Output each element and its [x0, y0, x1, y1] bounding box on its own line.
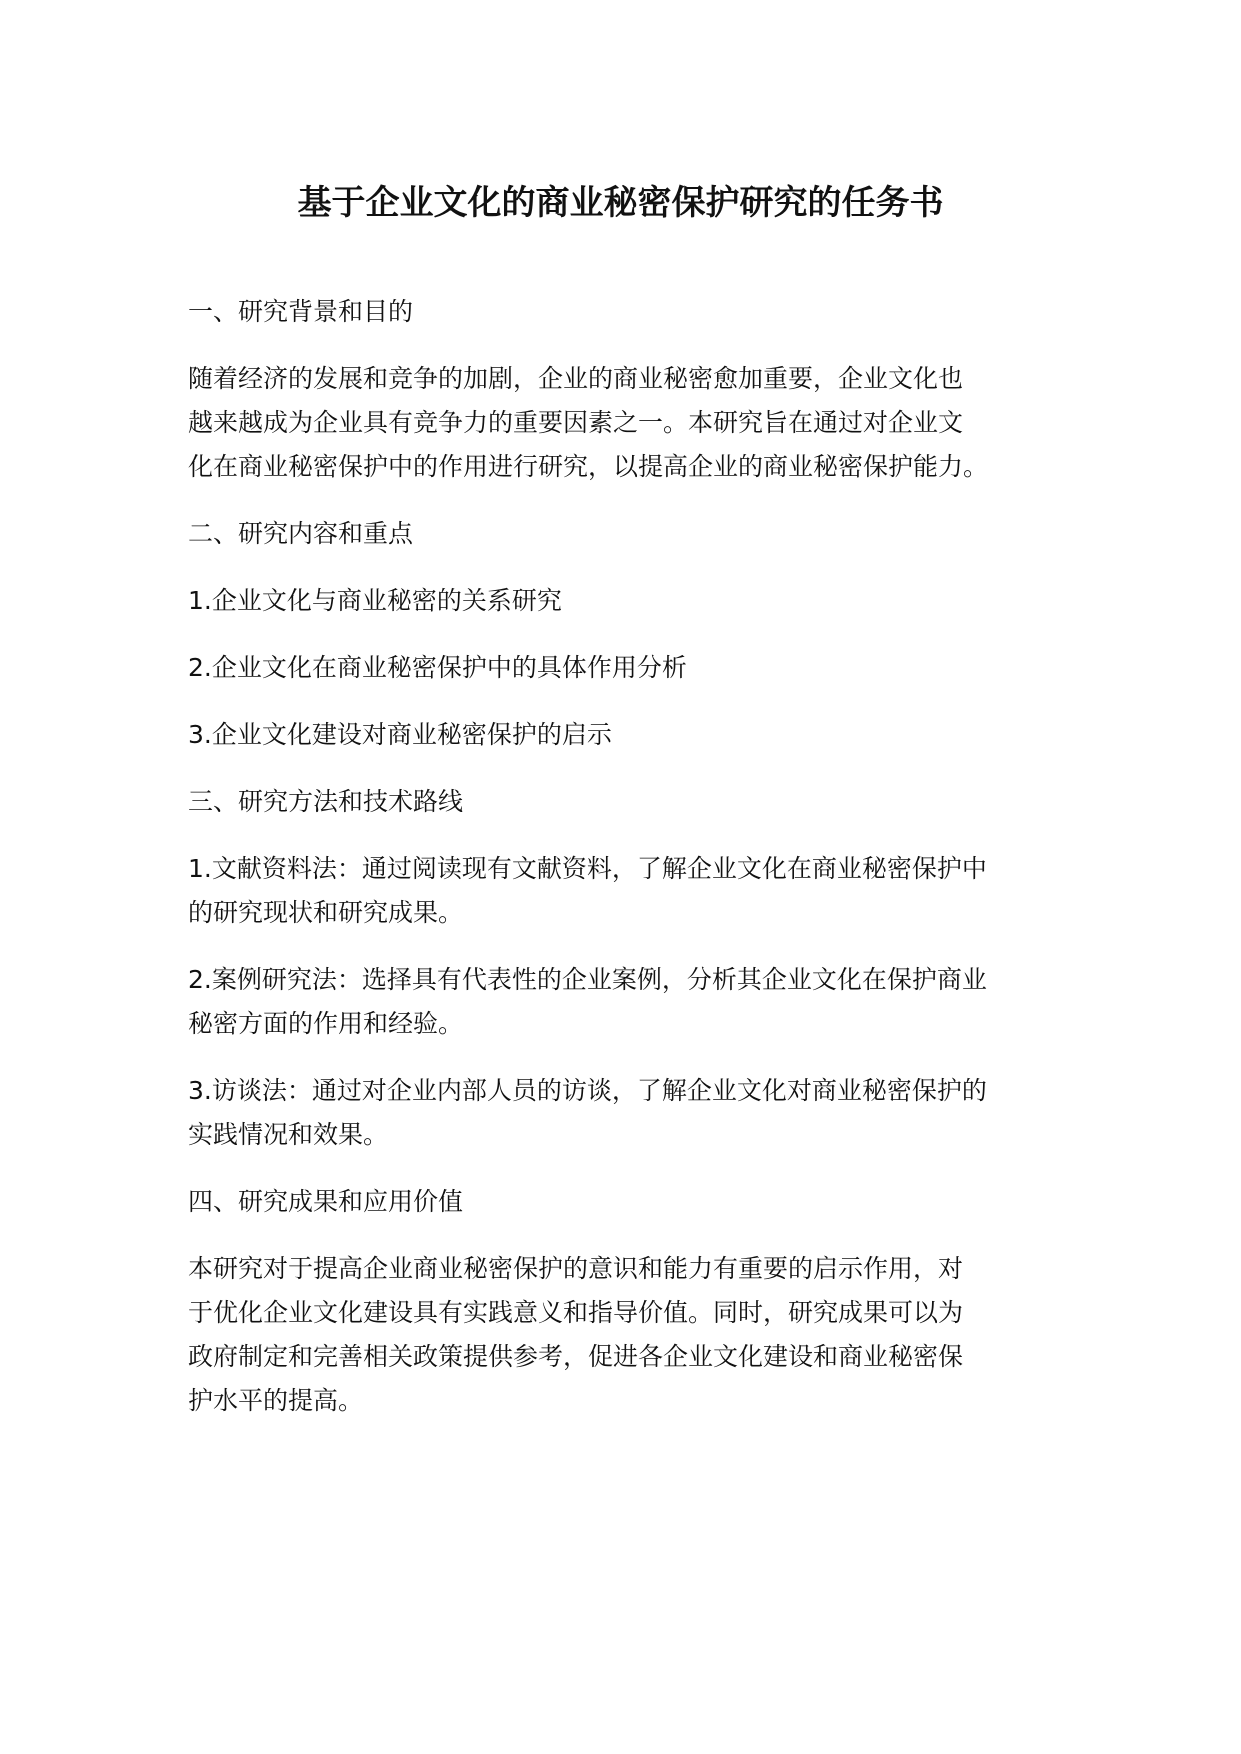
text-line: 四、研究成果和应用价值: [188, 1187, 464, 1216]
section-heading-content: [188, 512, 1088, 556]
section-heading-results: [188, 1180, 1088, 1224]
text-line: 越来越成为企业具有竞争力的重要因素之一。本研究旨在通过对企业文: [188, 408, 964, 437]
text-line: 2.案例研究法：选择具有代表性的企业案例，分析其企业文化在保护商业: [188, 965, 987, 994]
text-line: 2.企业文化在商业秘密保护中的具体作用分析: [188, 653, 687, 682]
paragraph-background: [188, 357, 1088, 489]
document-body: [188, 290, 1088, 1423]
text-line: 一、研究背景和目的: [188, 297, 414, 326]
list-item-method-2: [188, 958, 1088, 1046]
text-line: 3.访谈法：通过对企业内部人员的访谈，了解企业文化对商业秘密保护的: [188, 1076, 987, 1105]
text-line: 护水平的提高。: [188, 1386, 364, 1415]
list-item-content-2: [188, 646, 1088, 690]
text-line: 实践情况和效果。: [188, 1120, 389, 1149]
section-heading-background: [188, 290, 1088, 334]
text-line: 的研究现状和研究成果。: [188, 898, 464, 927]
text-line: 本研究对于提高企业商业秘密保护的意识和能力有重要的启示作用，对: [188, 1254, 964, 1283]
paragraph-results: [188, 1247, 1088, 1423]
document-title: 基于企业文化的商业秘密保护研究的任务书: [297, 183, 944, 223]
text-line: 1.企业文化与商业秘密的关系研究: [188, 586, 562, 615]
text-line: 秘密方面的作用和经验。: [188, 1009, 464, 1038]
text-line: 随着经济的发展和竞争的加剧，企业的商业秘密愈加重要，企业文化也: [188, 364, 964, 393]
list-item-method-1: [188, 847, 1088, 935]
list-item-method-3: [188, 1069, 1088, 1157]
text-line: 三、研究方法和技术路线: [188, 787, 464, 816]
text-line: 二、研究内容和重点: [188, 519, 414, 548]
list-item-content-3: [188, 713, 1088, 757]
section-heading-methods: [188, 780, 1088, 824]
text-line: 1.文献资料法：通过阅读现有文献资料，了解企业文化在商业秘密保护中: [188, 854, 987, 883]
text-line: 3.企业文化建设对商业秘密保护的启示: [188, 720, 612, 749]
text-line: 政府制定和完善相关政策提供参考，促进各企业文化建设和商业秘密保: [188, 1342, 964, 1371]
text-line: 于优化企业文化建设具有实践意义和指导价值。同时，研究成果可以为: [188, 1298, 964, 1327]
text-line: 化在商业秘密保护中的作用进行研究，以提高企业的商业秘密保护能力。: [188, 452, 989, 481]
list-item-content-1: [188, 579, 1088, 623]
